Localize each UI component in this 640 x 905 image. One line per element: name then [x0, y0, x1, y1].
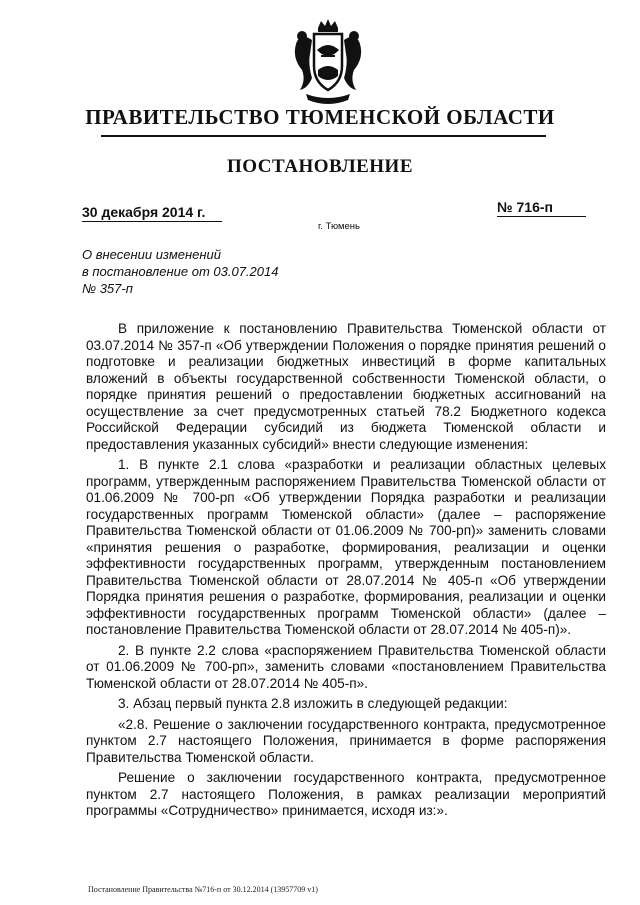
document-city: г. Тюмень: [318, 221, 360, 232]
document-number: № 716-п: [497, 199, 586, 217]
government-title: ПРАВИТЕЛЬСТВО ТЮМЕНСКОЙ ОБЛАСТИ: [85, 105, 555, 129]
document-type: ПОСТАНОВЛЕНИЕ: [226, 156, 414, 177]
subject-line: в постановление от 03.07.2014: [82, 264, 279, 279]
title-divider: [101, 135, 546, 137]
body-paragraph: Решение о заключении государственного контракта, предусмотренное пунктом 2.7 настоящего Положения, в рамках реализации мероприятий программы «Сотрудничество» принимается, исходя из:».: [86, 770, 606, 818]
body-paragraph: В приложение к постановлению Правительства Тюменской области от 03.07.2014 № 357-п «Об утверждении Положения о порядке принятия решений о подготовке и реализации бюджетных инвестиций в форме капитальных вложений в объекты государственной собственности Тюменской области, о порядке принятия решений о предоставлении бюджетных ассигнований на осуществление за счет предусмотренных статьей 78.2 Бюджетного кодекса Российской Федерации субсидий из бюджета Тюменской области и предоставления указанных субсидий» внести следующие изменения:: [86, 321, 606, 452]
subject-line: О внесении изменений: [82, 247, 221, 262]
document-footer: Постановление Правительства №716-п от 30.12.2014 (13957709 v1): [88, 885, 318, 894]
document-date: 30 декабря 2014 г.: [82, 204, 222, 222]
body-paragraph: 3. Абзац первый пункта 2.8 изложить в следующей редакции:: [118, 696, 508, 711]
body-paragraph: 1. В пункте 2.1 слова «разработки и реализации областных целевых программ, утвержденным распоряжением Правительства Тюменской области от 01.06.2009 № 700-рп «Об утверждении Порядка разработки и реализации государственных программ Тюменской области» (далее – распоряжение Правительства Тюменской области от 01.06.2009 № 700-рп)» заменить словами «принятия решения о разработке, формирования, реализации и оценки эффективности государственных программ, утвержденным постановлением Правительства Тюменской области от 28.07.2014 № 405-п «Об утверждении Порядка принятия решения о разработке, формирования, реализации и оценки эффективности государственных программ Тюменской области» (далее – постановление Правительства Тюменской области от 28.07.2014 № 405-п)».: [86, 457, 606, 637]
document-subject: [82, 246, 332, 297]
body-paragraph: 2. В пункте 2.2 слова «распоряжением Правительства Тюменской области от 01.06.2009 № 700-рп», заменить словами «постановлением Правительства Тюменской области от 28.07.2014 № 405-п».: [86, 642, 606, 691]
coat-of-arms-icon: [288, 18, 368, 108]
subject-line: № 357-п: [82, 281, 133, 296]
document-body: [86, 321, 606, 820]
body-paragraph: «2.8. Решение о заключении государственного контракта, предусмотренное пунктом 2.7 настоящего Положения, принимается в форме распоряжения Правительства Тюменской области.: [86, 716, 606, 765]
